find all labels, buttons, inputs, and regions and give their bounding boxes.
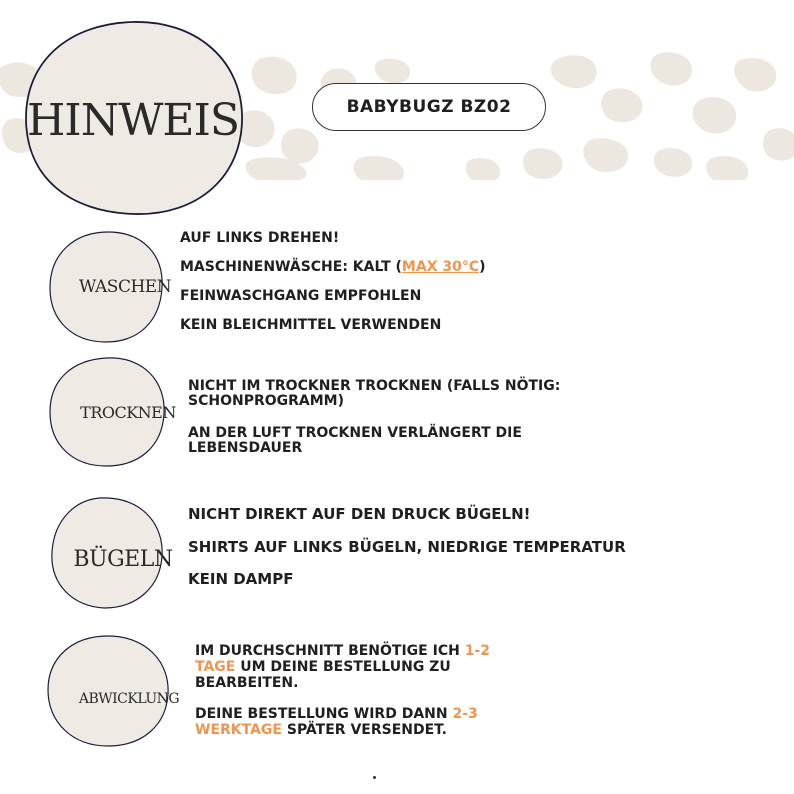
abwicklung-p1-line-3: BEARBEITEN. [195, 675, 299, 691]
waschen-line-4: KEIN BLEICHMITTEL VERWENDEN [180, 317, 442, 333]
hinweis-badge-label: HINWEIS [26, 94, 240, 146]
buegeln-badge [48, 496, 173, 610]
trocknen-line-2: SCHONPROGRAMM) [188, 393, 345, 409]
abwicklung-badge [46, 634, 180, 748]
abwicklung-days-range: 1-2 [464, 643, 490, 659]
waschen-badge [48, 230, 172, 344]
waschen-line-2-close: ) [479, 259, 486, 275]
hinweis-badge [22, 18, 244, 218]
buegeln-line-1: NICHT DIREKT AUF DEN DRUCK BÜGELN! [188, 505, 531, 523]
trocknen-line-4: LEBENSDAUER [188, 440, 303, 456]
abwicklung-workdays-range: 2-3 [452, 706, 478, 722]
abwicklung-p1-text: IM DURCHSCHNITT BENÖTIGE ICH [195, 643, 465, 659]
abwicklung-p1-line-1 [195, 644, 490, 659]
waschen-line-2-text: MASCHINENWÄSCHE: KALT ( [180, 259, 402, 275]
trocknen-label: TROCKNEN [80, 402, 176, 422]
buegeln-line-2: SHIRTS AUF LINKS BÜGELN, NIEDRIGE TEMPERATUR [188, 538, 626, 556]
trocknen-line-3: AN DER LUFT TROCKNEN VERLÄNGERT DIE [188, 425, 522, 441]
waschen-line-1: AUF LINKS DREHEN! [180, 230, 340, 246]
abwicklung-p2-text: DEINE BESTELLUNG WIRD DANN [195, 706, 453, 722]
product-title: BABYBUGZ BZ02 [312, 83, 546, 131]
abwicklung-label: ABWICKLUNG [78, 691, 180, 707]
waschen-line-2 [180, 260, 486, 275]
abwicklung-p2-line-1 [195, 707, 478, 722]
trocknen-badge [48, 356, 176, 468]
buegeln-label: BÜGELN [73, 546, 173, 572]
max-temp-link[interactable]: MAX 30°C [401, 259, 480, 275]
abwicklung-p1-text-2: UM DEINE BESTELLUNG ZU [235, 659, 451, 675]
abwicklung-p2-text-2: SPÄTER VERSENDET. [282, 722, 447, 738]
buegeln-line-3: KEIN DAMPF [188, 570, 294, 588]
footer-dot [373, 776, 376, 779]
trocknen-line-1: NICHT IM TROCKNER TROCKNEN (FALLS NÖTIG: [188, 378, 561, 394]
abwicklung-workdays-unit: WERKTAGE [195, 722, 282, 738]
abwicklung-p1-line-2 [195, 660, 451, 675]
waschen-label: WASCHEN [78, 277, 172, 297]
waschen-line-3: FEINWASCHGANG EMPFOHLEN [180, 288, 422, 304]
abwicklung-p2-line-2 [195, 723, 447, 738]
abwicklung-days-unit: TAGE [195, 659, 236, 675]
